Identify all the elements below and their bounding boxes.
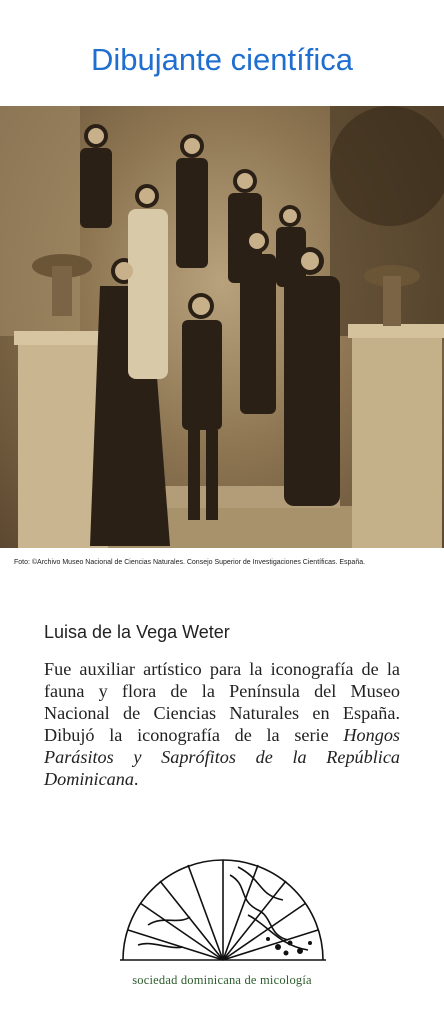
page-title: Dibujante científica [91,42,353,77]
photo-credit: Foto: ©Archivo Museo Nacional de Ciencias Naturales. Consejo Superior de Investigaciones Científicas. España. [14,559,366,566]
bio-series-title: Hongos Parásitos y Saprófitos de la República Dominicana [44,725,400,789]
bio-text-part1: Fue auxiliar artístico para la iconografía de la fauna y flora de la Península del Museo Nacional de Ciencias Naturales en España. Dibujó la iconografía de la serie [44,659,400,745]
society-name: sociedad dominicana de micología [132,973,312,987]
society-logo-icon [118,855,328,965]
biography-text [44,658,400,790]
historical-group-photo [0,106,444,548]
bio-text-end: . [133,769,139,789]
person-name: Luisa de la Vega Weter [44,622,230,642]
